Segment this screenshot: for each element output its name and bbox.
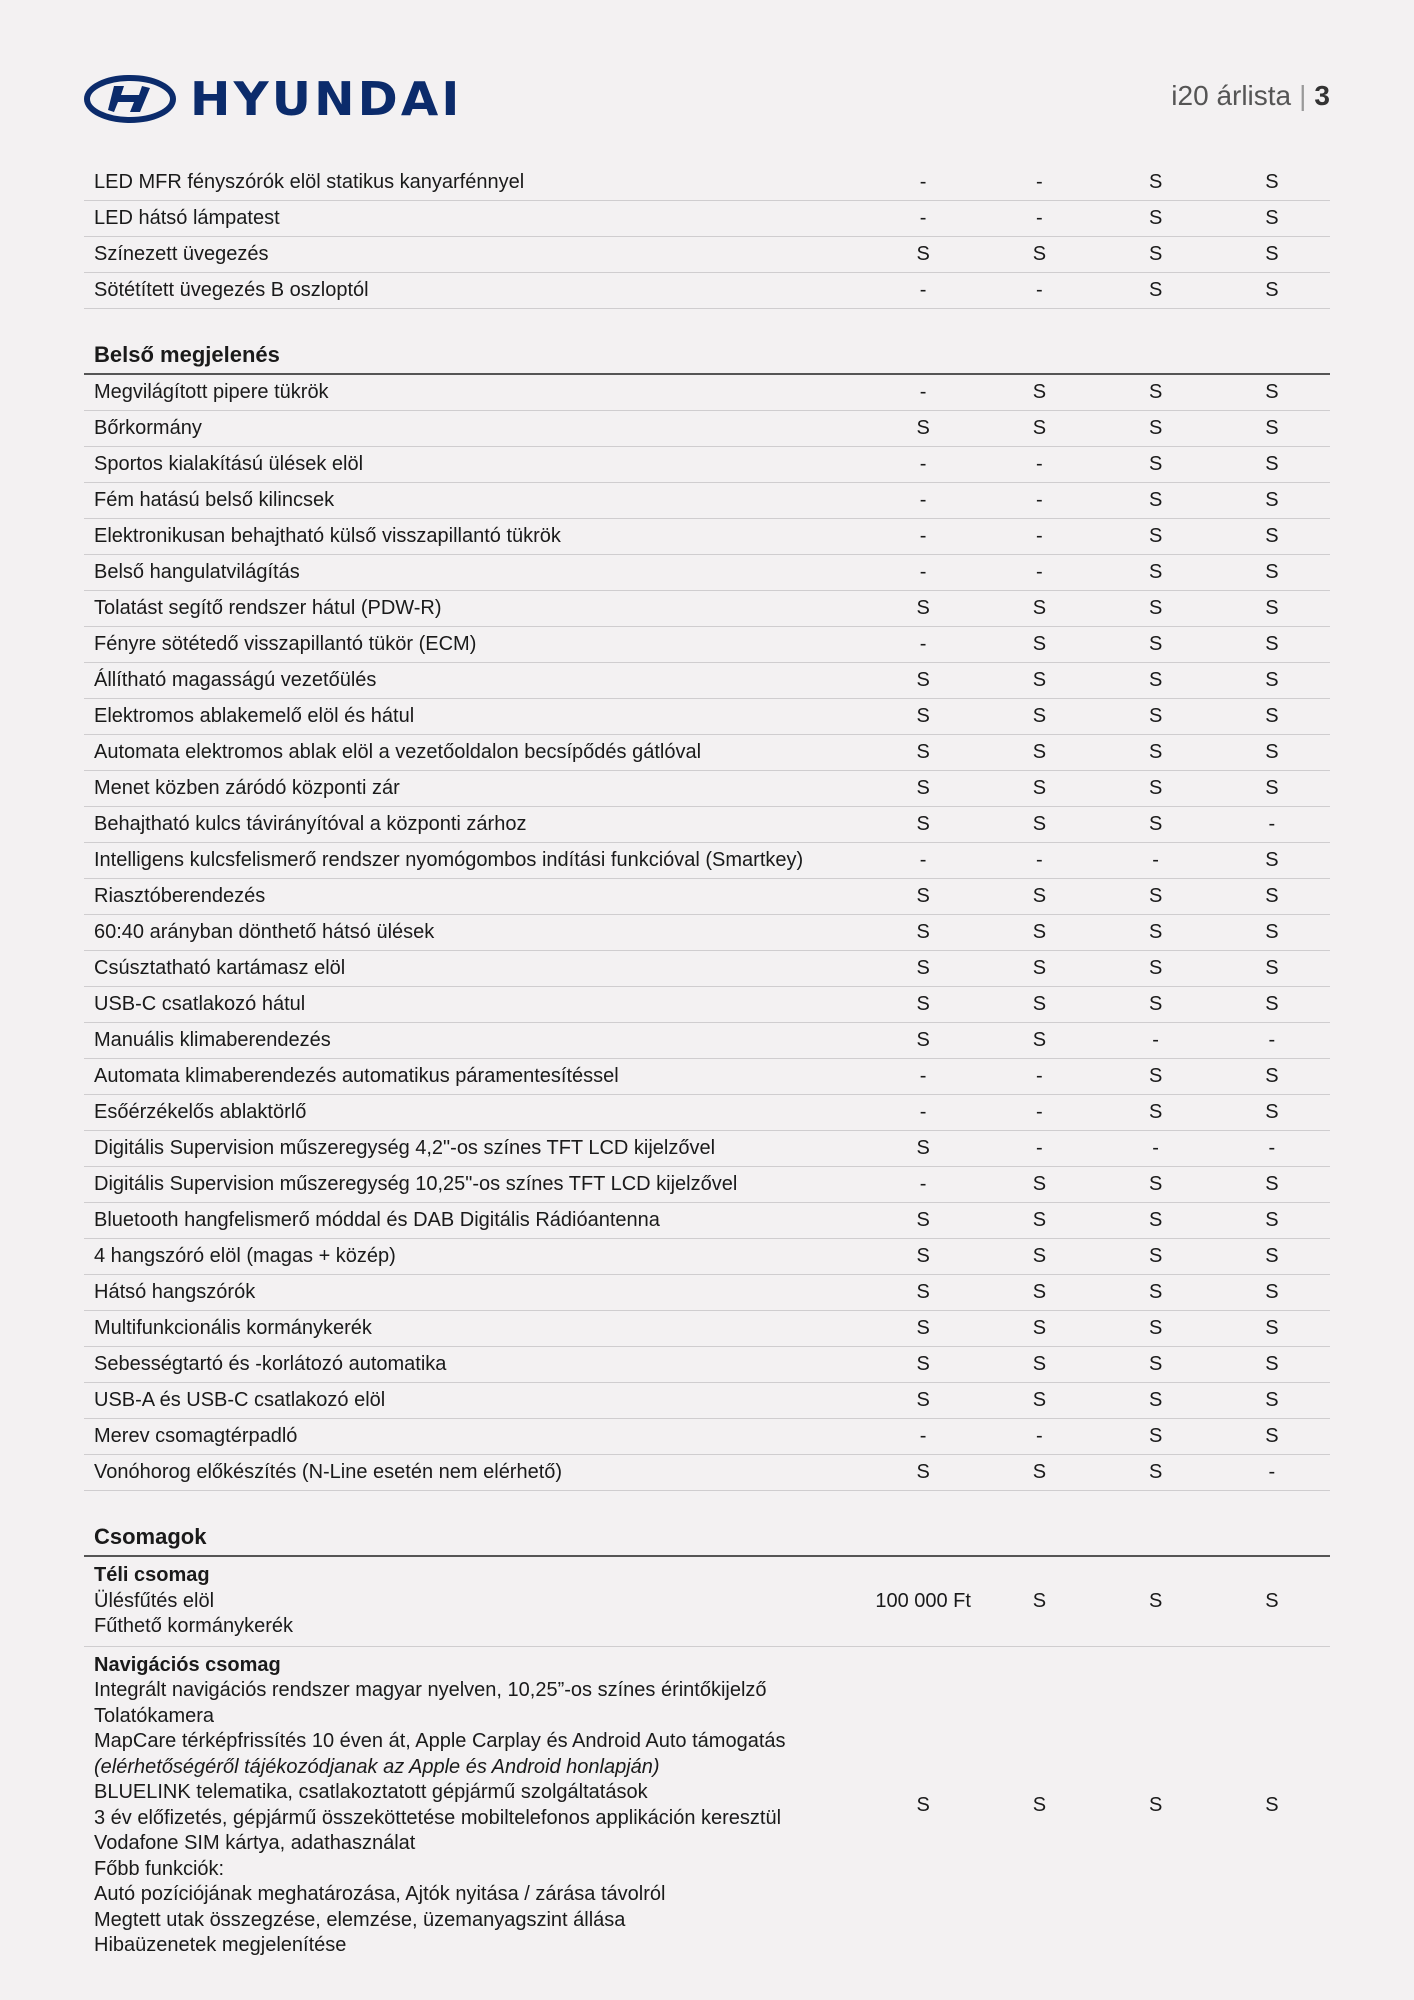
feature-name: Vonóhorog előkészítés (N-Line esetén nem elérhető) bbox=[94, 1461, 563, 1483]
trim-value: S bbox=[1148, 207, 1163, 229]
trim-value: - bbox=[1036, 1065, 1043, 1087]
feature-name: Bőrkormány bbox=[94, 417, 202, 439]
trim-value: S bbox=[1265, 921, 1279, 943]
trim-value: S bbox=[1148, 417, 1163, 439]
trim-value: S bbox=[1032, 1245, 1047, 1267]
trim-value: S bbox=[916, 1209, 930, 1231]
trim-value: S bbox=[1032, 1281, 1047, 1303]
trim-value: S bbox=[1032, 1209, 1047, 1231]
trim-value: S bbox=[1032, 417, 1047, 439]
trim-value: S bbox=[916, 597, 930, 619]
package-title: Téli csomag bbox=[94, 1564, 210, 1586]
package-line: Ülésfűtés elöl bbox=[94, 1589, 215, 1612]
trim-value: S bbox=[916, 1245, 930, 1267]
table-row bbox=[84, 519, 1330, 555]
feature-name: Hátsó hangszórók bbox=[94, 1281, 256, 1303]
trim-value: S bbox=[1032, 957, 1047, 979]
document-title: i20 árlista bbox=[1171, 80, 1292, 111]
trim-value: S bbox=[1032, 1389, 1047, 1411]
trim-value: S bbox=[1148, 777, 1163, 799]
trim-value: - bbox=[919, 453, 927, 475]
trim-value: S bbox=[1148, 1065, 1163, 1087]
table-row bbox=[84, 1275, 1330, 1311]
table-row bbox=[84, 951, 1330, 987]
trim-value: 100 000 Ft bbox=[875, 1589, 971, 1612]
feature-name: Bluetooth hangfelismerő móddal és DAB Digitális Rádióantenna bbox=[94, 1209, 660, 1231]
trim-value: S bbox=[1265, 1245, 1279, 1267]
feature-name: Esőérzékelős ablaktörlő bbox=[94, 1101, 307, 1123]
package-winter bbox=[84, 1557, 1330, 1647]
trim-value: - bbox=[1268, 1029, 1276, 1051]
trim-value: S bbox=[1265, 1589, 1279, 1612]
table-row bbox=[84, 627, 1330, 663]
trim-value: - bbox=[1036, 1101, 1043, 1123]
feature-name: 4 hangszóró elöl (magas + közép) bbox=[94, 1245, 396, 1267]
table-row bbox=[84, 1383, 1330, 1419]
table-row bbox=[84, 987, 1330, 1023]
trim-value: - bbox=[1036, 561, 1043, 583]
trim-value: - bbox=[919, 561, 927, 583]
trim-value: S bbox=[916, 1389, 930, 1411]
trim-value: S bbox=[916, 417, 930, 439]
trim-value: S bbox=[1148, 885, 1163, 907]
feature-name: Állítható magasságú vezetőülés bbox=[94, 669, 377, 691]
trim-value: - bbox=[1268, 1461, 1276, 1483]
package-line: MapCare térképfrissítés 10 éven át, Apple Carplay és Android Auto támogatás bbox=[94, 1730, 786, 1752]
page-number: 3 bbox=[1314, 80, 1330, 111]
table-row bbox=[84, 1167, 1330, 1203]
trim-value: S bbox=[1032, 813, 1047, 835]
trim-value: - bbox=[1036, 525, 1043, 547]
trim-value: - bbox=[919, 1065, 927, 1087]
trim-value: S bbox=[916, 777, 930, 799]
trim-value: S bbox=[1265, 633, 1279, 655]
package-line: Hibaüzenetek megjelenítése bbox=[94, 1934, 347, 1956]
feature-name: Merev csomagtérpadló bbox=[94, 1425, 298, 1447]
trim-value: S bbox=[916, 705, 930, 727]
table-row bbox=[84, 411, 1330, 447]
interior-rows bbox=[84, 375, 1330, 1491]
trim-value: S bbox=[1265, 525, 1279, 547]
trim-value: S bbox=[1265, 993, 1279, 1015]
package-line: Tolatókamera bbox=[94, 1704, 215, 1727]
title-separator: | bbox=[1299, 80, 1307, 111]
feature-name: Elektronikusan behajtható külső visszapillantó tükrök bbox=[94, 525, 561, 547]
trim-value: S bbox=[916, 741, 930, 763]
feature-name: Behajtható kulcs távirányítóval a központi zárhoz bbox=[94, 813, 527, 835]
trim-value: S bbox=[1148, 597, 1163, 619]
trim-value: S bbox=[1148, 1245, 1163, 1267]
trim-value: - bbox=[919, 489, 927, 511]
package-note: (elérhetőségéről tájékozódjanak az Apple és Android honlapján) bbox=[94, 1755, 660, 1778]
trim-value: S bbox=[916, 1317, 930, 1339]
trim-value: S bbox=[1148, 741, 1163, 763]
trim-value: S bbox=[1265, 705, 1279, 727]
trim-value: - bbox=[1268, 813, 1276, 835]
trim-value: S bbox=[1265, 1209, 1279, 1231]
trim-value: S bbox=[1032, 669, 1047, 691]
trim-value: S bbox=[1032, 705, 1047, 727]
trim-value: S bbox=[1032, 921, 1047, 943]
trim-value: S bbox=[1265, 417, 1279, 439]
trim-value: S bbox=[1265, 849, 1279, 871]
trim-value: S bbox=[1265, 453, 1279, 475]
table-row bbox=[84, 165, 1330, 201]
table-row bbox=[84, 663, 1330, 699]
trim-value: - bbox=[1036, 489, 1043, 511]
trim-value: - bbox=[919, 171, 927, 193]
trim-value: S bbox=[1148, 1461, 1163, 1483]
trim-value: S bbox=[916, 1794, 930, 1816]
table-row bbox=[84, 915, 1330, 951]
trim-value: S bbox=[1265, 1389, 1279, 1411]
trim-value: S bbox=[1032, 777, 1047, 799]
trim-value: S bbox=[1265, 1353, 1279, 1375]
trim-value: - bbox=[1152, 1029, 1159, 1051]
trim-value: - bbox=[919, 381, 927, 403]
table-row bbox=[84, 1095, 1330, 1131]
trim-value: S bbox=[1265, 381, 1279, 403]
trim-value: S bbox=[1032, 1317, 1047, 1339]
feature-name: Manuális klimaberendezés bbox=[94, 1029, 331, 1051]
trim-value: - bbox=[1268, 1137, 1276, 1159]
package-winter-desc bbox=[84, 1563, 865, 1640]
trim-value: S bbox=[916, 957, 930, 979]
hyundai-emblem-icon bbox=[84, 74, 176, 124]
feature-name: Fém hatású belső kilincsek bbox=[94, 489, 335, 511]
table-row bbox=[84, 1347, 1330, 1383]
trim-value: S bbox=[916, 885, 930, 907]
equipment-table bbox=[84, 165, 1330, 1965]
trim-value: S bbox=[916, 243, 930, 265]
trim-value: S bbox=[916, 1281, 930, 1303]
trim-value: S bbox=[1032, 993, 1047, 1015]
table-row bbox=[84, 1023, 1330, 1059]
trim-value: - bbox=[919, 207, 927, 229]
trim-value: - bbox=[1152, 1137, 1159, 1159]
trim-value: S bbox=[1265, 777, 1279, 799]
trim-value: S bbox=[1148, 453, 1163, 475]
table-row bbox=[84, 375, 1330, 411]
trim-value: S bbox=[1148, 633, 1163, 655]
trim-value: S bbox=[1265, 741, 1279, 763]
trim-value: S bbox=[1148, 1281, 1163, 1303]
trim-value: S bbox=[1032, 1794, 1047, 1816]
trim-value: S bbox=[1148, 1589, 1163, 1612]
trim-value: - bbox=[1036, 1137, 1043, 1159]
trim-value: S bbox=[1148, 171, 1163, 193]
trim-value: - bbox=[1036, 171, 1043, 193]
trim-value: S bbox=[1148, 561, 1163, 583]
page-header bbox=[0, 0, 1414, 170]
trim-value: S bbox=[916, 813, 930, 835]
trim-value: S bbox=[1148, 957, 1163, 979]
trim-value: S bbox=[1148, 813, 1163, 835]
package-line: Autó pozíciójának meghatározása, Ajtók nyitása / zárása távolról bbox=[94, 1883, 666, 1905]
trim-value: S bbox=[1148, 489, 1163, 511]
trim-value: - bbox=[1036, 849, 1043, 871]
trim-value: S bbox=[1265, 1065, 1279, 1087]
section-title-packages: Csomagok bbox=[84, 1519, 1330, 1557]
trim-value: S bbox=[1148, 279, 1163, 301]
trim-value: S bbox=[1265, 243, 1279, 265]
feature-name: Elektromos ablakemelő elöl és hátul bbox=[94, 705, 415, 727]
trim-value: S bbox=[916, 921, 930, 943]
trim-value: S bbox=[1265, 885, 1279, 907]
table-row bbox=[84, 273, 1330, 309]
feature-name: Sportos kialakítású ülések elöl bbox=[94, 453, 364, 475]
feature-name: 60:40 arányban dönthető hátsó ülések bbox=[94, 921, 435, 943]
table-row bbox=[84, 1131, 1330, 1167]
trim-value: S bbox=[1265, 207, 1279, 229]
trim-value: S bbox=[1265, 1317, 1279, 1339]
trim-value: S bbox=[1265, 1281, 1279, 1303]
trim-value: S bbox=[1148, 1353, 1163, 1375]
table-row bbox=[84, 1059, 1330, 1095]
page-label bbox=[1171, 80, 1330, 112]
trim-value: S bbox=[1148, 1389, 1163, 1411]
trim-value: S bbox=[1032, 633, 1047, 655]
trim-value: S bbox=[1032, 1173, 1047, 1195]
trim-value: - bbox=[919, 279, 927, 301]
trim-value: S bbox=[1265, 1425, 1279, 1447]
table-row bbox=[84, 1455, 1330, 1491]
trim-value: - bbox=[1036, 207, 1043, 229]
trim-value: - bbox=[919, 525, 927, 547]
trim-value: - bbox=[919, 633, 927, 655]
trim-value: S bbox=[1265, 1794, 1279, 1816]
table-row bbox=[84, 735, 1330, 771]
table-row bbox=[84, 1311, 1330, 1347]
package-line: Vodafone SIM kártya, adathasználat bbox=[94, 1832, 416, 1854]
trim-value: - bbox=[919, 1101, 927, 1123]
trim-value: - bbox=[919, 1425, 927, 1447]
package-line: Fűthető kormánykerék bbox=[94, 1615, 293, 1637]
feature-name: Fényre sötétedő visszapillantó tükör (ECM) bbox=[94, 633, 477, 655]
feature-name: LED MFR fényszórók elöl statikus kanyarfénnyel bbox=[94, 171, 525, 193]
trim-value: S bbox=[1032, 243, 1047, 265]
trim-value: S bbox=[1148, 1101, 1163, 1123]
feature-name: Tolatást segítő rendszer hátul (PDW-R) bbox=[94, 597, 442, 619]
trim-value: S bbox=[1032, 597, 1047, 619]
feature-name: USB-A és USB-C csatlakozó elöl bbox=[94, 1389, 386, 1411]
hyundai-logo bbox=[84, 72, 463, 126]
table-row bbox=[84, 879, 1330, 915]
trim-value: S bbox=[1148, 243, 1163, 265]
trim-value: S bbox=[1032, 741, 1047, 763]
brand-wordmark: HYUNDAI bbox=[190, 72, 463, 126]
table-row bbox=[84, 1239, 1330, 1275]
table-row bbox=[84, 591, 1330, 627]
feature-name: Menet közben záródó központi zár bbox=[94, 777, 400, 799]
trim-value: S bbox=[1265, 561, 1279, 583]
table-row bbox=[84, 807, 1330, 843]
trim-value: S bbox=[1148, 669, 1163, 691]
feature-name: USB-C csatlakozó hátul bbox=[94, 993, 306, 1015]
trim-value: S bbox=[1032, 1029, 1047, 1051]
trim-value: S bbox=[1148, 381, 1163, 403]
trim-value: - bbox=[1036, 279, 1043, 301]
trim-value: S bbox=[1148, 705, 1163, 727]
table-row bbox=[84, 237, 1330, 273]
trim-value: - bbox=[919, 1173, 927, 1195]
trim-value: S bbox=[1032, 1589, 1047, 1612]
table-row bbox=[84, 771, 1330, 807]
feature-name: Riasztóberendezés bbox=[94, 885, 266, 907]
feature-name: Multifunkcionális kormánykerék bbox=[94, 1317, 372, 1339]
package-line: BLUELINK telematika, csatlakoztatott gépjármű szolgáltatások bbox=[94, 1781, 648, 1803]
trim-value: S bbox=[1148, 1425, 1163, 1447]
feature-name: Digitális Supervision műszeregység 10,25"-os színes TFT LCD kijelzővel bbox=[94, 1173, 738, 1195]
package-title: Navigációs csomag bbox=[94, 1653, 281, 1676]
trim-value: S bbox=[1265, 171, 1279, 193]
trim-value: S bbox=[1265, 489, 1279, 511]
trim-value: S bbox=[916, 1353, 930, 1375]
feature-name: Csúsztatható kartámasz elöl bbox=[94, 957, 346, 979]
trim-value: S bbox=[1265, 279, 1279, 301]
trim-value: S bbox=[916, 1029, 930, 1051]
feature-name: Sötétített üvegezés B oszloptól bbox=[94, 279, 369, 301]
trim-value: S bbox=[1032, 381, 1047, 403]
trim-value: S bbox=[1148, 1209, 1163, 1231]
trim-value: S bbox=[1265, 669, 1279, 691]
trim-value: S bbox=[916, 669, 930, 691]
feature-name: Automata elektromos ablak elöl a vezetőoldalon becsípődés gátlóval bbox=[94, 741, 702, 763]
trim-value: S bbox=[1032, 1353, 1047, 1375]
package-navigation bbox=[84, 1647, 1330, 1965]
exterior-rows bbox=[84, 165, 1330, 309]
trim-value: S bbox=[1265, 1173, 1279, 1195]
trim-value: S bbox=[1032, 1461, 1047, 1483]
table-row bbox=[84, 1419, 1330, 1455]
trim-value: S bbox=[1032, 885, 1047, 907]
trim-value: S bbox=[916, 1137, 930, 1159]
trim-value: - bbox=[1152, 849, 1159, 871]
package-line: Főbb funkciók: bbox=[94, 1857, 225, 1880]
trim-value: - bbox=[919, 849, 927, 871]
trim-value: S bbox=[1148, 1173, 1163, 1195]
trim-value: S bbox=[1265, 1101, 1279, 1123]
table-row bbox=[84, 1203, 1330, 1239]
trim-value: - bbox=[1036, 453, 1043, 475]
trim-value: - bbox=[1036, 1425, 1043, 1447]
trim-value: S bbox=[1265, 597, 1279, 619]
trim-value: S bbox=[1265, 957, 1279, 979]
package-line: 3 év előfizetés, gépjármű összeköttetése mobiltelefonos applikáción keresztül bbox=[94, 1806, 782, 1829]
trim-value: S bbox=[1148, 921, 1163, 943]
section-title-interior: Belső megjelenés bbox=[84, 337, 1330, 375]
package-navigation-desc bbox=[84, 1653, 865, 1959]
feature-name: Digitális Supervision műszeregység 4,2"-os színes TFT LCD kijelzővel bbox=[94, 1137, 716, 1159]
package-line: Integrált navigációs rendszer magyar nyelven, 10,25”-os színes érintőkijelző bbox=[94, 1679, 767, 1701]
trim-value: S bbox=[1148, 525, 1163, 547]
feature-name: LED hátsó lámpatest bbox=[94, 207, 280, 229]
trim-value: S bbox=[1148, 1317, 1163, 1339]
feature-name: Megvilágított pipere tükrök bbox=[94, 381, 329, 403]
feature-name: Sebességtartó és -korlátozó automatika bbox=[94, 1353, 447, 1375]
trim-value: S bbox=[1148, 1794, 1163, 1816]
feature-name: Automata klimaberendezés automatikus páramentesítéssel bbox=[94, 1065, 619, 1087]
trim-value: S bbox=[1148, 993, 1163, 1015]
table-row bbox=[84, 699, 1330, 735]
table-row bbox=[84, 555, 1330, 591]
package-line: Megtett utak összegzése, elemzése, üzemanyagszint állása bbox=[94, 1908, 626, 1931]
feature-name: Belső hangulatvilágítás bbox=[94, 561, 300, 583]
trim-value: S bbox=[916, 993, 930, 1015]
table-row bbox=[84, 483, 1330, 519]
table-row bbox=[84, 447, 1330, 483]
trim-value: S bbox=[916, 1461, 930, 1483]
feature-name: Intelligens kulcsfelismerő rendszer nyomógombos indítási funkcióval (Smartkey) bbox=[94, 849, 804, 871]
table-row bbox=[84, 843, 1330, 879]
feature-name: Színezett üvegezés bbox=[94, 243, 269, 265]
table-row bbox=[84, 201, 1330, 237]
